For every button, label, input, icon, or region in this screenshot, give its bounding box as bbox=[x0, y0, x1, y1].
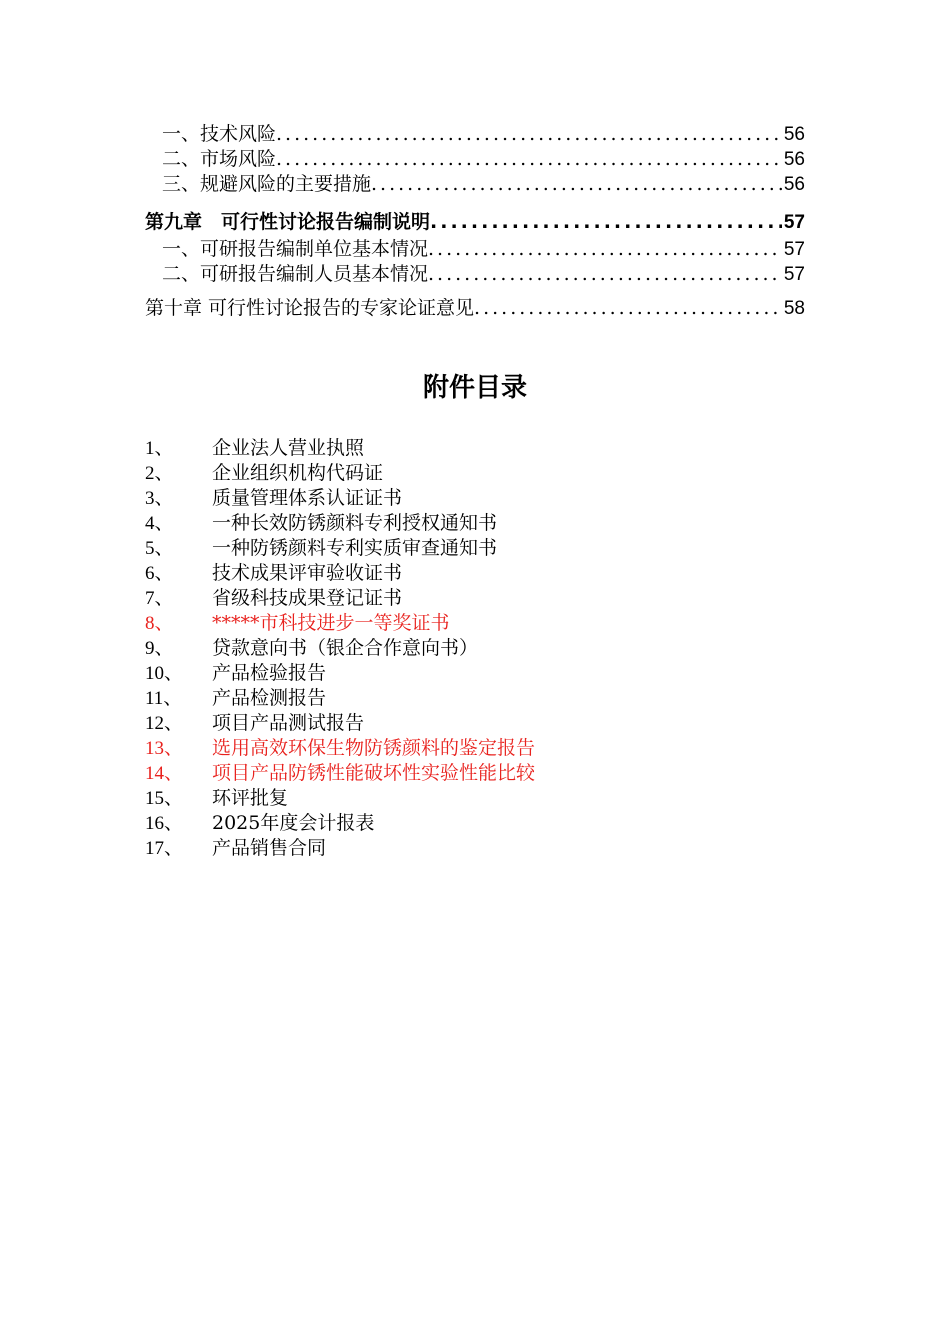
list-item bbox=[145, 536, 805, 561]
list-item bbox=[145, 811, 805, 836]
item-number: 10、 bbox=[145, 663, 184, 684]
toc-page-number: 57 bbox=[783, 212, 805, 233]
item-text: 产品检测报告 bbox=[212, 687, 327, 709]
toc-entry-label: 三、规避风险的主要措施 bbox=[162, 173, 372, 195]
item-number: 4、 bbox=[145, 513, 174, 534]
item-text: 产品检验报告 bbox=[212, 662, 327, 684]
toc-dot-leader bbox=[276, 122, 782, 147]
toc-entry-chapter-9[interactable] bbox=[145, 207, 805, 237]
item-text: 企业法人营业执照 bbox=[212, 437, 365, 459]
toc-entry-label: 第九章 可行性讨论报告编制说明 bbox=[145, 211, 431, 233]
item-number: 17、 bbox=[145, 838, 184, 859]
item-number: 6、 bbox=[145, 563, 174, 584]
item-number: 3、 bbox=[145, 488, 174, 509]
item-text: 环评批复 bbox=[212, 787, 289, 809]
toc-page-number: 56 bbox=[783, 124, 805, 145]
item-number: 1、 bbox=[145, 438, 174, 459]
item-text: 技术成果评审验收证书 bbox=[212, 562, 403, 584]
item-number: 2、 bbox=[145, 463, 174, 484]
toc-entry-risk-avoidance[interactable] bbox=[145, 172, 805, 197]
item-number: 8、 bbox=[145, 613, 174, 634]
list-item bbox=[145, 461, 805, 486]
list-item bbox=[145, 611, 805, 636]
toc-page-number: 57 bbox=[783, 239, 805, 260]
list-item bbox=[145, 686, 805, 711]
list-item bbox=[145, 511, 805, 536]
item-number: 13、 bbox=[145, 738, 184, 759]
item-number: 16、 bbox=[145, 813, 184, 834]
toc-entry-technical-risk[interactable] bbox=[145, 122, 805, 147]
item-number: 7、 bbox=[145, 588, 174, 609]
list-item bbox=[145, 836, 805, 861]
attachments-heading: 附件目录 bbox=[422, 373, 527, 403]
toc-dot-leader bbox=[430, 207, 782, 237]
list-item bbox=[145, 736, 805, 761]
toc-entry-label: 二、市场风险 bbox=[162, 148, 277, 170]
item-number: 9、 bbox=[145, 638, 174, 659]
item-text: *****市科技进步一等奖证书 bbox=[212, 612, 450, 634]
toc-dot-leader bbox=[276, 147, 782, 172]
table-of-contents bbox=[145, 122, 805, 323]
toc-page-number: 56 bbox=[783, 149, 805, 170]
item-number: 12、 bbox=[145, 713, 184, 734]
list-item bbox=[145, 436, 805, 461]
item-text: 项目产品测试报告 bbox=[212, 712, 365, 734]
item-number: 5、 bbox=[145, 538, 174, 559]
toc-entry-label: 一、技术风险 bbox=[162, 123, 277, 145]
toc-dot-leader bbox=[428, 262, 782, 287]
toc-entry-label: 二、可研报告编制人员基本情况 bbox=[162, 263, 429, 285]
toc-dot-leader bbox=[371, 172, 782, 197]
toc-entry-chapter-10[interactable] bbox=[145, 293, 805, 323]
item-text: 一种长效防锈颜料专利授权通知书 bbox=[212, 512, 498, 534]
list-item bbox=[145, 761, 805, 786]
list-item bbox=[145, 586, 805, 611]
toc-page-number: 56 bbox=[783, 174, 805, 195]
item-text: 项目产品防锈性能破坏性实验性能比较 bbox=[212, 762, 536, 784]
toc-dot-leader bbox=[428, 237, 782, 262]
toc-entry-label: 一、可研报告编制单位基本情况 bbox=[162, 238, 429, 260]
item-text: 2025年度会计报表 bbox=[212, 812, 375, 834]
attachments-list bbox=[145, 436, 805, 861]
toc-entry-label: 第十章 可行性讨论报告的专家论证意见 bbox=[145, 297, 475, 319]
list-item bbox=[145, 486, 805, 511]
toc-dot-leader bbox=[474, 293, 782, 323]
item-number: 15、 bbox=[145, 788, 184, 809]
toc-entry-staff-info[interactable] bbox=[145, 262, 805, 287]
item-text: 省级科技成果登记证书 bbox=[212, 587, 403, 609]
item-text: 选用高效环保生物防锈颜料的鉴定报告 bbox=[212, 737, 536, 759]
list-item bbox=[145, 786, 805, 811]
item-text: 企业组织机构代码证 bbox=[212, 462, 384, 484]
item-number: 11、 bbox=[145, 688, 183, 709]
list-item bbox=[145, 661, 805, 686]
list-item bbox=[145, 636, 805, 661]
list-item bbox=[145, 561, 805, 586]
item-text: 一种防锈颜料专利实质审查通知书 bbox=[212, 537, 498, 559]
item-text: 产品销售合同 bbox=[212, 837, 327, 859]
toc-entry-market-risk[interactable] bbox=[145, 147, 805, 172]
list-item bbox=[145, 711, 805, 736]
toc-page-number: 58 bbox=[783, 298, 805, 319]
item-number: 14、 bbox=[145, 763, 184, 784]
toc-entry-unit-info[interactable] bbox=[145, 237, 805, 262]
toc-page-number: 57 bbox=[783, 264, 805, 285]
item-text: 质量管理体系认证证书 bbox=[212, 487, 403, 509]
item-text: 贷款意向书（银企合作意向书） bbox=[212, 637, 479, 659]
